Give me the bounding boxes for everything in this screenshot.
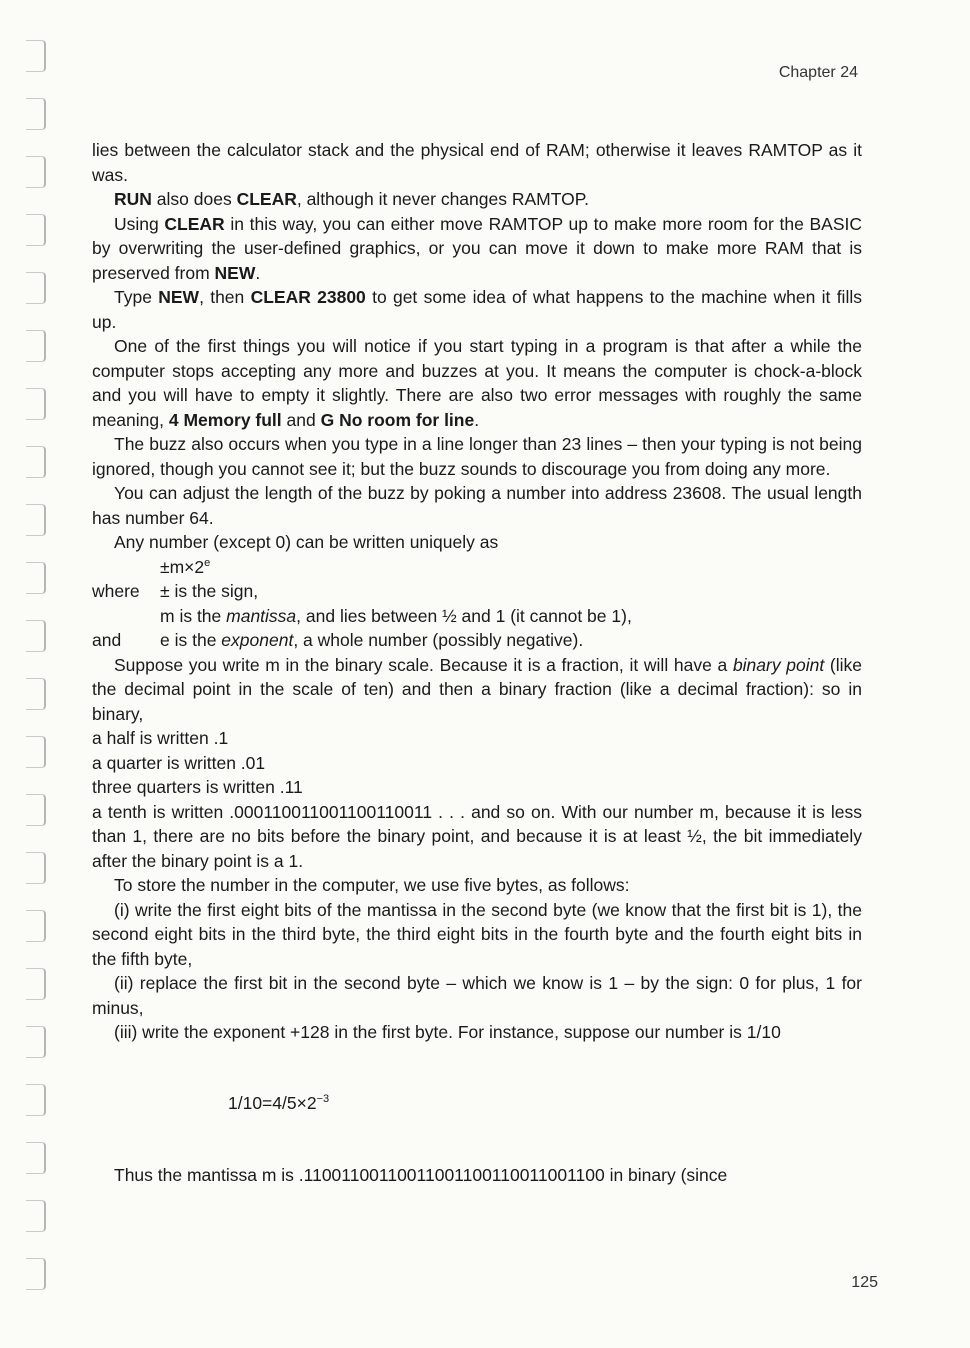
- binding-hole: [26, 388, 46, 420]
- paragraph: Suppose you write m in the binary scale. Because it is a fraction, it will have a binary point (like the decimal point in the scale of ten) and then a binary fraction (like a decimal fraction): so in binary,: [92, 654, 863, 724]
- spiral-binding: [26, 40, 50, 1330]
- formula: $1/10=4/5\times 2^{-3}$: [228, 1092, 330, 1113]
- paragraph: (iii) write the exponent +128 in the first byte. For instance, suppose our number is 1/10: [114, 1022, 781, 1042]
- definition-row: where ± is the sign,: [92, 581, 259, 601]
- paragraph: Thus the mantissa m is .11001100110011001100110011001100 in binary (since: [114, 1165, 728, 1185]
- binding-hole: [26, 794, 46, 826]
- binding-hole: [26, 1258, 46, 1290]
- binding-hole: [26, 214, 46, 246]
- binding-hole: [26, 504, 46, 536]
- paragraph: (ii) replace the first bit in the second byte – which we know is 1 – by the sign: 0 for plus, 1 for minus,: [92, 973, 862, 1018]
- list-line: three quarters is written .11: [92, 777, 303, 797]
- list-line: a half is written .1: [92, 728, 229, 748]
- paragraph: The buzz also occurs when you type in a line longer than 23 lines – then your typing is not being ignored, though you cannot see it; but the buzz sounds to discourage you from doing any more.: [92, 434, 862, 479]
- binding-hole: [26, 968, 46, 1000]
- binding-hole: [26, 40, 46, 72]
- paragraph: RUN also does CLEAR, although it never changes RAMTOP.: [114, 189, 590, 209]
- binding-hole: [26, 852, 46, 884]
- binding-hole: [26, 156, 46, 188]
- binding-hole: [26, 1084, 46, 1116]
- definition-row: and e is the exponent, a whole number (possibly negative).: [92, 630, 584, 650]
- binding-hole: [26, 620, 46, 652]
- paragraph: lies between the calculator stack and the physical end of RAM; otherwise it leaves RAMTOP as it was.: [92, 140, 862, 185]
- page-number: 125: [851, 1274, 878, 1291]
- binding-hole: [26, 678, 46, 710]
- binding-hole: [26, 1026, 46, 1058]
- formula: $\pm m\times 2^e$: [160, 556, 211, 577]
- list-line: a quarter is written .01: [92, 752, 266, 773]
- binding-hole: [26, 910, 46, 942]
- binding-hole: [26, 272, 46, 304]
- paragraph: Using CLEAR in this way, you can either move RAMTOP up to make more room for the BASIC by overwriting the user-defined graphics, or you can move it down to make more RAM that is preserved from NEW.: [92, 213, 863, 283]
- binding-hole: [26, 446, 46, 478]
- paragraph: (i) write the first eight bits of the mantissa in the second byte (we know that the first bit is 1), the second eight bits in the third byte, the third eight bits in the fourth byte and the fourth eight bits in the fifth byte,: [92, 899, 862, 969]
- binding-hole: [26, 562, 46, 594]
- binding-hole: [26, 1142, 46, 1174]
- paragraph: You can adjust the length of the buzz by poking a number into address 23608. The usual length has number 64.: [92, 483, 862, 528]
- definition-row: m is the mantissa, and lies between ½ and 1 (it cannot be 1),: [160, 605, 632, 626]
- paragraph: One of the first things you will notice if you start typing in a program is that after a while the computer stops accepting any more and buzzes at you. It means the computer is chock-a-block and you will have to empty it slightly. There are also two error messages with roughly the same meaning, 4 Memory full and G No room for line.: [92, 336, 862, 430]
- chapter-header: Chapter 24: [778, 64, 858, 81]
- paragraph: a tenth is written .000110011001100110011 . . . and so on. With our number m, because it is less than 1, there are no bits before the binary point, and because it is at least ½, the bit immediately after the binary point is a 1.: [92, 801, 862, 871]
- paragraph: Type NEW, then CLEAR 23800 to get some idea of what happens to the machine when it fills up.: [92, 287, 862, 332]
- binding-hole: [26, 330, 46, 362]
- binding-hole: [26, 98, 46, 130]
- binding-hole: [26, 1200, 46, 1232]
- binding-hole: [26, 736, 46, 768]
- paragraph: To store the number in the computer, we use five bytes, as follows:: [114, 875, 630, 895]
- paragraph: Any number (except 0) can be written uniquely as: [114, 532, 499, 552]
- page-body: [92, 138, 862, 1188]
